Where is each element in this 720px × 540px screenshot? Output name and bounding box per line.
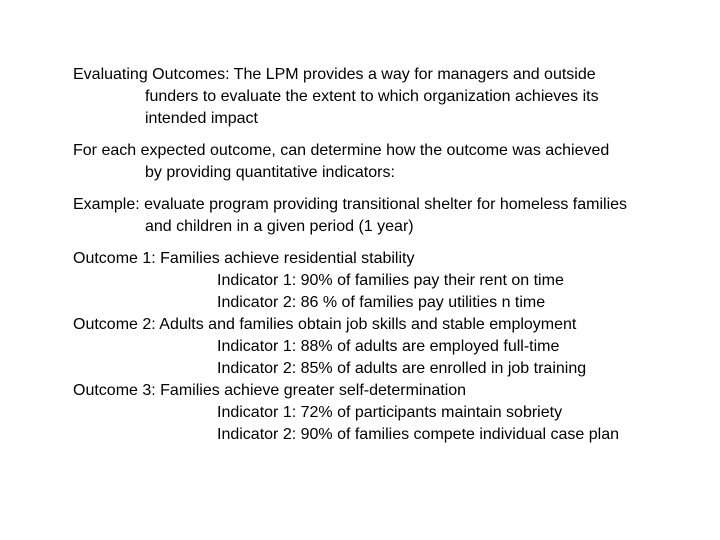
paragraph-line: Evaluating Outcomes: The LPM provides a way for managers and outside (73, 66, 596, 83)
paragraph-evaluating-outcomes (73, 64, 713, 130)
paragraph-line: and children in a given period (1 year) (145, 218, 414, 235)
outcome-label: Outcome 2: Adults and families obtain job skills and stable employment (73, 316, 577, 333)
indicator-item: Indicator 1: 88% of adults are employed full-time (217, 338, 560, 355)
paragraph-line: by providing quantitative indicators: (145, 164, 395, 181)
indicator-item: Indicator 2: 85% of adults are enrolled in job training (217, 360, 587, 377)
indicator-item: Indicator 1: 72% of participants maintain sobriety (217, 404, 563, 421)
paragraph-line: Example: evaluate program providing transitional shelter for homeless families (73, 196, 628, 213)
indicator-item: Indicator 2: 86 % of families pay utilities n time (217, 294, 546, 311)
outcome-label: Outcome 3: Families achieve greater self-determination (73, 382, 467, 399)
indicator-item: Indicator 1: 90% of families pay their rent on time (217, 272, 564, 289)
paragraph-example (73, 194, 713, 238)
slide-body (73, 64, 713, 446)
paragraph-line: funders to evaluate the extent to which organization achieves its (145, 88, 599, 105)
indicator-item: Indicator 2: 90% of families compete individual case plan (217, 426, 619, 443)
outcomes-list (73, 248, 713, 446)
paragraph-line: For each expected outcome, can determine how the outcome was achieved (73, 142, 610, 159)
paragraph-line: intended impact (145, 110, 258, 127)
paragraph-expected-outcome (73, 140, 713, 184)
outcome-label: Outcome 1: Families achieve residential stability (73, 250, 415, 267)
